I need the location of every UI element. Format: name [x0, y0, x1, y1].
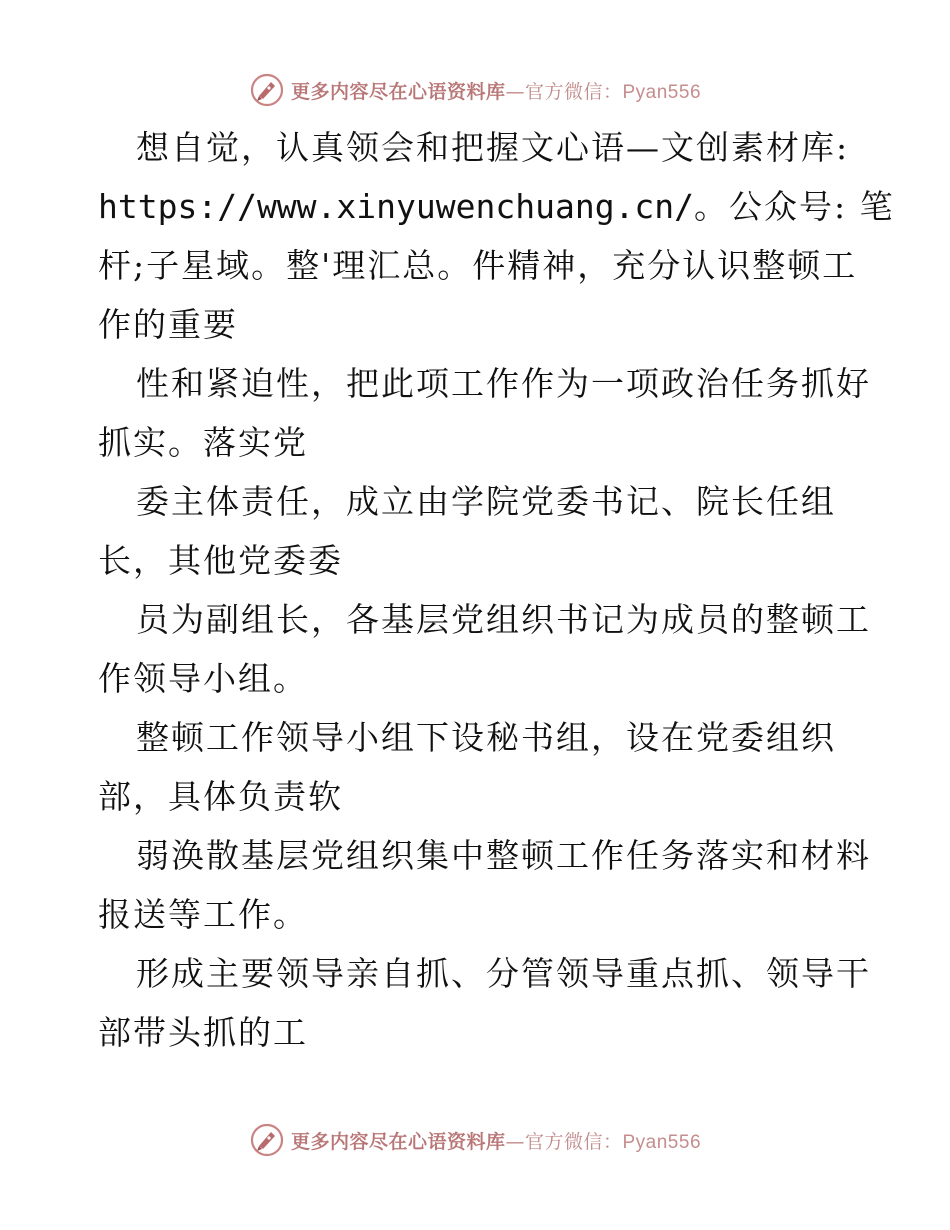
- text-line: 形成主要领导亲自抓、分管领导重点抓、领导干: [136, 954, 871, 993]
- watermark-wechat-label: 官方微信：: [524, 1130, 623, 1153]
- text-line: 长，其他党委委: [98, 541, 343, 580]
- watermark-wechat-id: Pyan556: [622, 81, 702, 103]
- watermark-text: [291, 77, 701, 104]
- text-line: 整顿工作领导小组下设秘书组，设在党委组织: [136, 718, 836, 757]
- text-line: 部带头抓的工: [98, 1013, 308, 1052]
- text-line: 报送等工作。: [98, 895, 308, 934]
- text-line: 杆;子星域。整'理汇总。件精神，充分认识整顿工: [98, 246, 858, 285]
- text-line: 想自觉，认真领会和把握文心语—文创素材库:: [136, 128, 850, 167]
- url-text: https://www.xinyuwenchuang.cn/: [98, 187, 695, 226]
- text-fragment: 。公众号: 笔: [694, 187, 895, 226]
- pen-nib-logo-icon: [249, 1122, 285, 1158]
- watermark-separator: —: [505, 1130, 525, 1153]
- text-line: 性和紧迫性，把此项工作作为一项政治任务抓好: [136, 364, 871, 403]
- header-watermark: [0, 70, 950, 110]
- text-line: 部，具体负责软: [98, 777, 343, 816]
- watermark-wechat-label: 官方微信：: [524, 80, 623, 103]
- text-line-url: [98, 177, 895, 236]
- watermark-separator: —: [505, 80, 525, 103]
- footer-watermark: [0, 1120, 950, 1160]
- text-line: 作领导小组。: [98, 659, 308, 698]
- body-text: [98, 118, 895, 1062]
- text-line: 作的重要: [98, 305, 238, 344]
- watermark-wechat-id: Pyan556: [622, 1131, 702, 1153]
- text-line: 弱涣散基层党组织集中整顿工作任务落实和材料: [136, 836, 871, 875]
- watermark-text: [291, 1127, 701, 1154]
- watermark-brand: 更多内容尽在心语资料库: [290, 1130, 506, 1153]
- text-line: 委主体责任，成立由学院党委书记、院长任组: [136, 482, 836, 521]
- pen-nib-logo-icon: [249, 72, 285, 108]
- watermark-brand: 更多内容尽在心语资料库: [290, 80, 506, 103]
- text-line: 抓实。落实党: [98, 423, 308, 462]
- text-line: 员为副组长，各基层党组织书记为成员的整顿工: [136, 600, 871, 639]
